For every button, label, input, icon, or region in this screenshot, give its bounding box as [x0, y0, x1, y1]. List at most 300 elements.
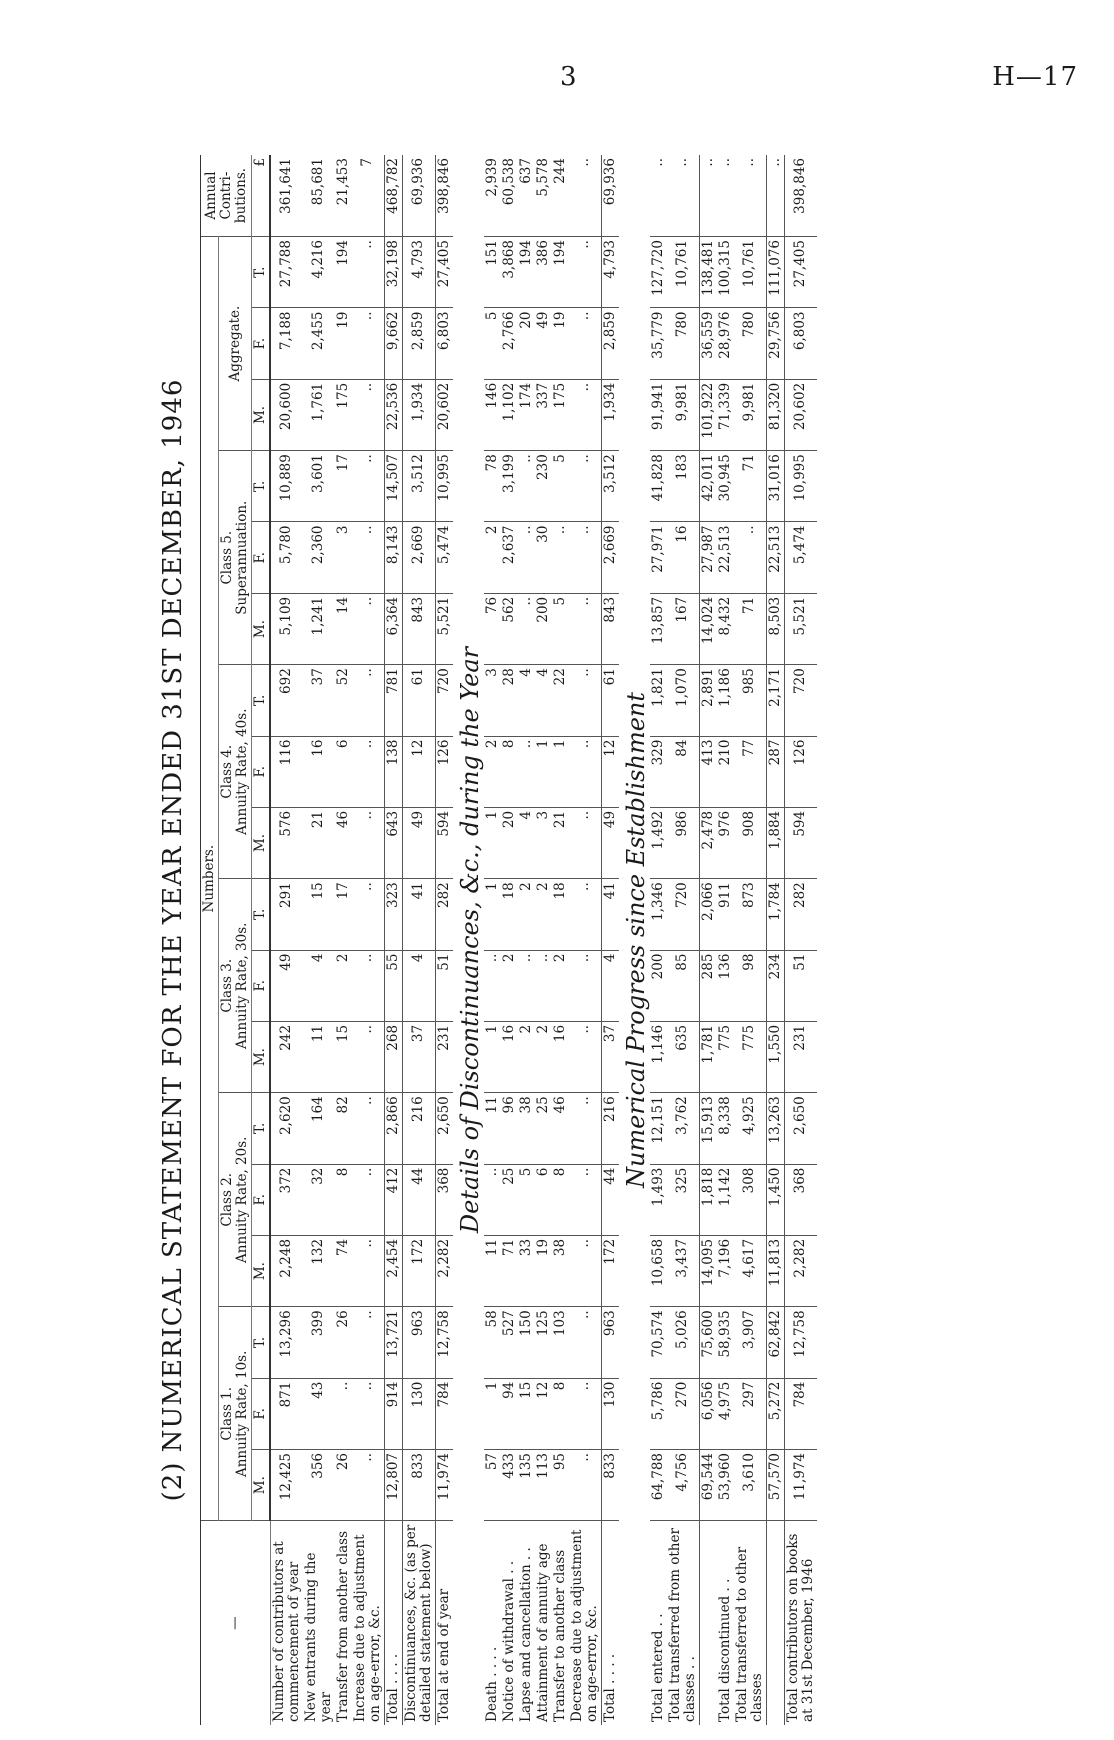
- table-cell: 30,945: [717, 451, 734, 522]
- table-row: [784, 155, 817, 1725]
- table-cell: 127,720: [650, 237, 667, 308]
- table-cell: ..: [518, 451, 535, 522]
- table-row: [352, 155, 385, 1725]
- table-cell: 1,784: [766, 879, 784, 950]
- section-row: [619, 155, 650, 1725]
- table-cell: ..: [569, 950, 602, 1021]
- table-cell: 12: [535, 1378, 552, 1449]
- table-cell: 30: [535, 522, 552, 593]
- table-cell: 37: [601, 1021, 619, 1092]
- table-cell: 13,263: [766, 1093, 784, 1164]
- statement-title: (2) NUMERICAL STATEMENT FOR THE YEAR ENDED 31ST DECEMBER, 1946: [158, 378, 188, 1502]
- table-cell: 2,766: [501, 308, 518, 379]
- row-label: Total discontinued . .: [716, 1578, 733, 1722]
- table-cell: 37: [303, 665, 335, 736]
- table-cell: 3,199: [501, 451, 518, 522]
- mft-header: F.: [252, 1378, 271, 1449]
- table-cell: ..: [352, 308, 385, 379]
- table-cell: 62,842: [766, 1307, 784, 1378]
- row-label: Attainment of annuity age: [534, 1543, 551, 1722]
- table-cell: 291: [270, 879, 303, 950]
- table-cell: 25: [501, 1164, 518, 1235]
- table-cell: 2: [535, 879, 552, 950]
- table-cell: 216: [402, 1093, 435, 1164]
- table-cell: 138: [384, 736, 402, 807]
- table-cell: 37: [402, 1021, 435, 1092]
- table-cell: 2: [484, 522, 501, 593]
- table-cell: 116: [270, 736, 303, 807]
- table-cell: ..: [569, 736, 602, 807]
- table-cell: 27,987: [699, 522, 717, 593]
- table-cell: 270: [667, 1378, 700, 1449]
- table-cell: 2,650: [435, 1093, 453, 1164]
- table-cell: 1,142: [717, 1164, 734, 1235]
- table-cell: ..: [352, 451, 385, 522]
- table-cell: 11: [484, 1093, 501, 1164]
- table-cell: 1,934: [402, 379, 435, 450]
- table-cell: 58: [484, 1307, 501, 1378]
- table-cell: 5: [518, 1164, 535, 1235]
- table-cell: 8: [552, 1164, 569, 1235]
- class-header-line2: Annuity Rate, 10s.: [234, 1350, 250, 1478]
- table-cell: 172: [402, 1235, 435, 1306]
- table-cell: 873: [734, 879, 767, 950]
- table-cell: ..: [518, 736, 535, 807]
- table-cell: 2,939: [484, 155, 501, 237]
- table-cell: 8,338: [717, 1093, 734, 1164]
- table-cell: 6,803: [435, 308, 453, 379]
- table-cell: 2,650: [784, 1093, 817, 1164]
- table-cell: 43: [303, 1378, 335, 1449]
- table-cell: 308: [734, 1164, 767, 1235]
- table-cell: 5: [484, 308, 501, 379]
- table-cell: 64,788: [650, 1449, 667, 1520]
- table-cell: 10,761: [667, 237, 700, 308]
- table-cell: 780: [667, 308, 700, 379]
- table-cell: 1,818: [699, 1164, 717, 1235]
- row-label: Lapse and cancellation . .: [517, 1547, 534, 1722]
- table-cell: 126: [435, 736, 453, 807]
- table-row: [734, 155, 767, 1725]
- table-cell: 8: [335, 1164, 352, 1235]
- table-cell: 20,600: [270, 379, 303, 450]
- table-cell: 833: [402, 1449, 435, 1520]
- table-cell: 2,478: [699, 807, 717, 878]
- table-cell: ..: [484, 1164, 501, 1235]
- table-cell: 13,857: [650, 593, 667, 664]
- pound-header: £: [252, 155, 271, 237]
- table-cell: 1,186: [717, 665, 734, 736]
- table-cell: 4,793: [402, 237, 435, 308]
- table-cell: ..: [352, 879, 385, 950]
- table-cell: 282: [435, 879, 453, 950]
- table-cell: 174: [518, 379, 535, 450]
- table-cell: 194: [335, 237, 352, 308]
- table-cell: 1: [484, 807, 501, 878]
- table-cell: 5,521: [784, 593, 817, 664]
- table-cell: 75,600: [699, 1307, 717, 1378]
- table-cell: 36,559: [699, 308, 717, 379]
- table-cell: 1,761: [303, 379, 335, 450]
- table-cell: 2: [552, 950, 569, 1021]
- table-cell: 2,282: [435, 1235, 453, 1306]
- table-cell: 15,913: [699, 1093, 717, 1164]
- row-label: Total . . . .: [601, 1521, 619, 1725]
- table-cell: 244: [552, 155, 569, 237]
- table-cell: 643: [384, 807, 402, 878]
- table-cell: 15: [335, 1021, 352, 1092]
- table-cell: 268: [384, 1021, 402, 1092]
- table-row: [569, 155, 602, 1725]
- table-cell: 637: [518, 155, 535, 237]
- table-cell: 2,171: [766, 665, 784, 736]
- table-cell: 413: [699, 736, 717, 807]
- class-header: [219, 1307, 252, 1521]
- table-cell: 5,474: [784, 522, 817, 593]
- table-cell: ..: [569, 308, 602, 379]
- section-row: [453, 155, 484, 1725]
- table-cell: 720: [784, 665, 817, 736]
- table-cell: 3: [335, 522, 352, 593]
- table-cell: 11: [484, 1235, 501, 1306]
- table-cell: 1: [535, 736, 552, 807]
- mft-header: T.: [252, 1307, 271, 1378]
- table-cell: 4: [535, 665, 552, 736]
- table-cell: 21: [303, 807, 335, 878]
- mft-header: F.: [252, 736, 271, 807]
- table-cell: 5,521: [435, 593, 453, 664]
- table-row: [650, 155, 667, 1725]
- table-cell: 95: [552, 1449, 569, 1520]
- table-cell: 194: [518, 237, 535, 308]
- table-cell: 2,669: [601, 522, 619, 593]
- table-cell: 27,971: [650, 522, 667, 593]
- table-cell: ..: [352, 950, 385, 1021]
- table-cell: 325: [667, 1164, 700, 1235]
- table-cell: 6,803: [784, 308, 817, 379]
- table-cell: ..: [699, 155, 717, 237]
- table-cell: 2: [518, 879, 535, 950]
- class-header-line1: Class 2.: [219, 1172, 235, 1227]
- table-cell: ..: [734, 522, 767, 593]
- table-cell: 1,450: [766, 1164, 784, 1235]
- table-cell: 53,960: [717, 1449, 734, 1520]
- table-cell: 527: [501, 1307, 518, 1378]
- table-cell: 1,070: [667, 665, 700, 736]
- table-cell: 9,981: [667, 379, 700, 450]
- table-cell: 101,922: [699, 379, 717, 450]
- table-cell: ..: [352, 1449, 385, 1520]
- table-cell: 368: [435, 1164, 453, 1235]
- table-cell: 55: [384, 950, 402, 1021]
- table-cell: 71: [501, 1235, 518, 1306]
- table-cell: 5,272: [766, 1378, 784, 1449]
- table-cell: ..: [766, 155, 784, 237]
- table-cell: 32: [303, 1164, 335, 1235]
- annual-header: Annual Contri-butions.: [201, 155, 252, 237]
- table-cell: 5,786: [650, 1378, 667, 1449]
- table-cell: 6,056: [699, 1378, 717, 1449]
- table-cell: 231: [784, 1021, 817, 1092]
- table-cell: 914: [384, 1378, 402, 1449]
- table-row: [699, 155, 717, 1725]
- table-cell: 2,360: [303, 522, 335, 593]
- mft-header: M.: [252, 807, 271, 878]
- table-cell: 17: [335, 451, 352, 522]
- table-cell: ..: [352, 1307, 385, 1378]
- table-cell: 775: [717, 1021, 734, 1092]
- table-cell: 635: [667, 1021, 700, 1092]
- table-cell: 49: [535, 308, 552, 379]
- table-cell: 111,076: [766, 237, 784, 308]
- table-cell: 1: [552, 736, 569, 807]
- table-cell: 12,807: [384, 1449, 402, 1520]
- table-cell: 781: [384, 665, 402, 736]
- table-cell: 175: [552, 379, 569, 450]
- mft-header: M.: [252, 1235, 271, 1306]
- table-cell: 100,315: [717, 237, 734, 308]
- row-label: Transfer from another class: [334, 1530, 351, 1722]
- table-cell: 1: [484, 1378, 501, 1449]
- table-cell: 576: [270, 807, 303, 878]
- table-cell: 27,788: [270, 237, 303, 308]
- table-cell: 13,296: [270, 1307, 303, 1378]
- table-cell: 57: [484, 1449, 501, 1520]
- table-cell: 10,889: [270, 451, 303, 522]
- table-cell: 2: [484, 736, 501, 807]
- row-label: Total transferred to other classes: [733, 1546, 765, 1722]
- table-cell: 74: [335, 1235, 352, 1306]
- table-cell: 5,474: [435, 522, 453, 593]
- table-cell: 2,454: [384, 1235, 402, 1306]
- table-cell: 58,935: [717, 1307, 734, 1378]
- table-cell: 28,976: [717, 308, 734, 379]
- table-cell: 3,512: [601, 451, 619, 522]
- table-cell: 14,095: [699, 1235, 717, 1306]
- table-cell: 398,846: [784, 155, 817, 237]
- table-cell: 4: [402, 950, 435, 1021]
- table-cell: 6: [535, 1164, 552, 1235]
- row-label: Discontinuances, &c. (as per detailed statement below): [402, 1521, 435, 1725]
- table-cell: 1,884: [766, 807, 784, 878]
- table-cell: 44: [402, 1164, 435, 1235]
- table-cell: 2,455: [303, 308, 335, 379]
- table-cell: 594: [435, 807, 453, 878]
- table-cell: 22,513: [766, 522, 784, 593]
- table-cell: 17: [335, 879, 352, 950]
- table-cell: 32,198: [384, 237, 402, 308]
- table-cell: 20,602: [784, 379, 817, 450]
- table-cell: 49: [270, 950, 303, 1021]
- table-cell: 19: [535, 1235, 552, 1306]
- table-cell: ..: [352, 1093, 385, 1164]
- table-cell: 372: [270, 1164, 303, 1235]
- table-cell: 871: [270, 1378, 303, 1449]
- table-cell: ..: [569, 1164, 602, 1235]
- table-cell: 963: [402, 1307, 435, 1378]
- table-cell: ..: [335, 1378, 352, 1449]
- table-cell: 41: [402, 879, 435, 950]
- table-cell: 27,405: [435, 237, 453, 308]
- table-cell: 4,756: [667, 1449, 700, 1520]
- rotated-statement: [158, 155, 1088, 1725]
- table-cell: ..: [518, 593, 535, 664]
- table-cell: 19: [335, 308, 352, 379]
- table-cell: 297: [734, 1378, 767, 1449]
- table-cell: 784: [784, 1378, 817, 1449]
- table-cell: 38: [518, 1093, 535, 1164]
- table-cell: 2,669: [402, 522, 435, 593]
- table-cell: ..: [569, 1449, 602, 1520]
- table-cell: 167: [667, 593, 700, 664]
- row-label: Notice of withdrawal . .: [500, 1560, 517, 1722]
- table-cell: 11: [303, 1021, 335, 1092]
- row-label: Decrease due to adjustment on age-error, &c.: [568, 1529, 600, 1722]
- table-cell: 3,601: [303, 451, 335, 522]
- table-cell: 4,793: [601, 237, 619, 308]
- table-cell: 44: [601, 1164, 619, 1235]
- table-cell: 31,016: [766, 451, 784, 522]
- table-cell: 4: [303, 950, 335, 1021]
- class-header-line1: Class 3.: [219, 958, 235, 1013]
- row-label: [699, 1521, 717, 1725]
- table-cell: 18: [501, 879, 518, 950]
- table-cell: 231: [435, 1021, 453, 1092]
- table-cell: ..: [352, 1378, 385, 1449]
- table-cell: 42,011: [699, 451, 717, 522]
- mft-header: T.: [252, 237, 271, 308]
- table-cell: 4: [601, 950, 619, 1021]
- table-cell: 1: [484, 1021, 501, 1092]
- table-cell: 356: [303, 1449, 335, 1520]
- table-cell: 2,282: [784, 1235, 817, 1306]
- class-header-line2: Superannuation.: [234, 500, 250, 615]
- table-cell: 216: [601, 1093, 619, 1164]
- table-cell: 337: [535, 379, 552, 450]
- table-cell: 12,758: [435, 1307, 453, 1378]
- table-cell: 1,146: [650, 1021, 667, 1092]
- table-cell: 692: [270, 665, 303, 736]
- table-cell: 12,151: [650, 1093, 667, 1164]
- table-cell: 49: [402, 807, 435, 878]
- table-cell: 16: [303, 736, 335, 807]
- table-cell: 8,503: [766, 593, 784, 664]
- table-cell: 1,934: [601, 379, 619, 450]
- table-cell: 2: [335, 950, 352, 1021]
- table-cell: 14: [335, 593, 352, 664]
- table-cell: 22,513: [717, 522, 734, 593]
- table-cell: 12: [601, 736, 619, 807]
- class-header-line1: Class 1.: [219, 1386, 235, 1441]
- table-cell: 12,758: [784, 1307, 817, 1378]
- table-cell: 985: [734, 665, 767, 736]
- table-cell: 2: [501, 950, 518, 1021]
- table-cell: ..: [352, 379, 385, 450]
- table-cell: 172: [601, 1235, 619, 1306]
- table-cell: ..: [717, 155, 734, 237]
- table-cell: 1,781: [699, 1021, 717, 1092]
- table-cell: 2,066: [699, 879, 717, 950]
- class-header: [219, 451, 252, 665]
- table-cell: 908: [734, 807, 767, 878]
- mft-header: F.: [252, 308, 271, 379]
- table-cell: 4,975: [717, 1378, 734, 1449]
- row-label: Increase due to adjustment on age-error, &c.: [351, 1534, 383, 1722]
- table-cell: 5,026: [667, 1307, 700, 1378]
- table-cell: ..: [484, 950, 501, 1021]
- table-row: [601, 155, 619, 1725]
- table-cell: 468,782: [384, 155, 402, 237]
- table-cell: 329: [650, 736, 667, 807]
- table-cell: 1,102: [501, 379, 518, 450]
- table-cell: 15: [518, 1378, 535, 1449]
- table-cell: 77: [734, 736, 767, 807]
- first-col-header: —: [201, 1521, 271, 1725]
- table-cell: 46: [335, 807, 352, 878]
- table-cell: 60,538: [501, 155, 518, 237]
- table-cell: 775: [734, 1021, 767, 1092]
- table-cell: ..: [569, 155, 602, 237]
- table-row: [335, 155, 352, 1725]
- table-cell: 71: [734, 593, 767, 664]
- table-cell: 1,493: [650, 1164, 667, 1235]
- table-cell: 151: [484, 237, 501, 308]
- table-cell: 285: [699, 950, 717, 1021]
- table-cell: 234: [766, 950, 784, 1021]
- table-cell: 183: [667, 451, 700, 522]
- table-row: [535, 155, 552, 1725]
- table-cell: 41: [601, 879, 619, 950]
- table-cell: 4: [518, 665, 535, 736]
- table-cell: 594: [784, 807, 817, 878]
- table-row: [717, 155, 734, 1725]
- section-title: Numerical Progress since Establishment: [621, 691, 650, 1189]
- table-cell: 52: [335, 665, 352, 736]
- table-cell: 10,995: [435, 451, 453, 522]
- class-header: [219, 237, 252, 451]
- table-cell: 130: [402, 1378, 435, 1449]
- table-row: [518, 155, 535, 1725]
- table-cell: 8,143: [384, 522, 402, 593]
- table-cell: ..: [569, 1021, 602, 1092]
- table-cell: ..: [352, 1235, 385, 1306]
- table-cell: 25: [535, 1093, 552, 1164]
- table-cell: 986: [667, 807, 700, 878]
- mft-header: F.: [252, 1164, 271, 1235]
- table-row: [667, 155, 700, 1725]
- table-cell: 126: [784, 736, 817, 807]
- table-row: [384, 155, 402, 1725]
- table-cell: 113: [535, 1449, 552, 1520]
- table-cell: 96: [501, 1093, 518, 1164]
- table-cell: 780: [734, 308, 767, 379]
- row-label: Total at end of year: [435, 1521, 453, 1725]
- table-cell: 12,425: [270, 1449, 303, 1520]
- table-cell: 33: [518, 1235, 535, 1306]
- table-cell: 71: [734, 451, 767, 522]
- table-cell: 18: [552, 879, 569, 950]
- table-cell: 51: [784, 950, 817, 1021]
- class-header-line1: Class 5.: [219, 530, 235, 585]
- table-cell: 3,610: [734, 1449, 767, 1520]
- table-cell: 103: [552, 1307, 569, 1378]
- page-code: H—17: [992, 62, 1078, 92]
- table-cell: 28: [501, 665, 518, 736]
- table-cell: 1,241: [303, 593, 335, 664]
- class-header-line1: Aggregate.: [226, 305, 243, 382]
- table-cell: 57,570: [766, 1449, 784, 1520]
- table-cell: 85,681: [303, 155, 335, 237]
